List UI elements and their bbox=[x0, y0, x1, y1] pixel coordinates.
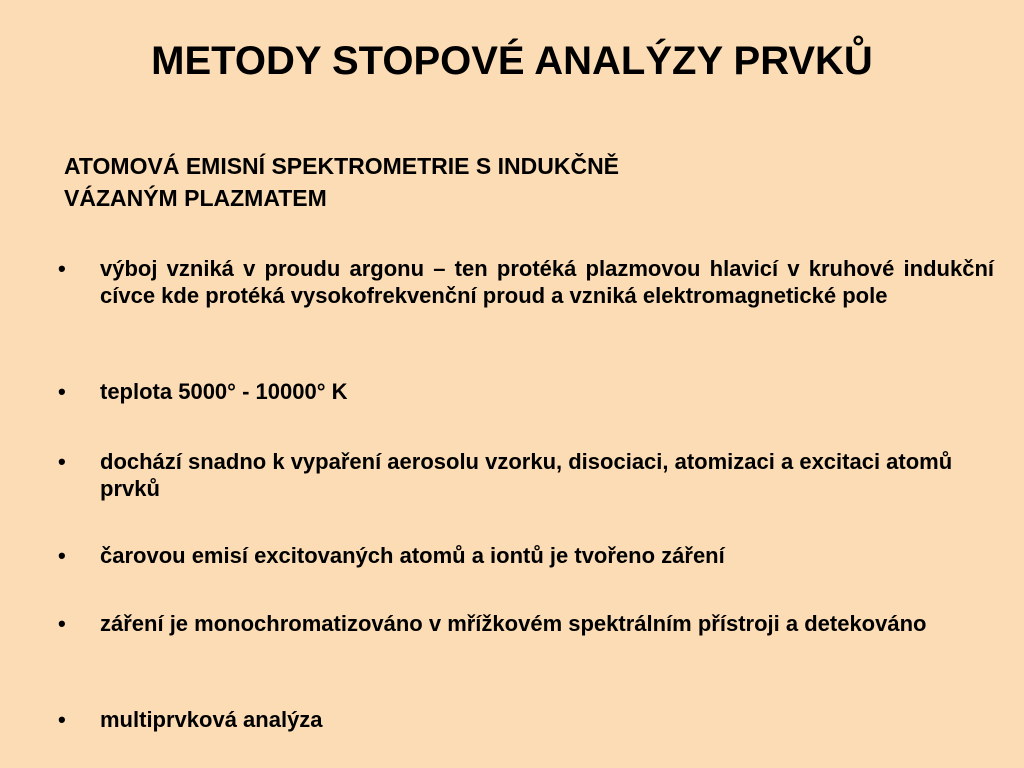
bullet-dot: • bbox=[58, 256, 66, 281]
bullet-item-multielement bbox=[58, 706, 994, 733]
bullet-text: teplota 5000° - 10000° K bbox=[100, 379, 348, 404]
bullet-item-temperature bbox=[58, 378, 994, 405]
bullet-dot: • bbox=[58, 543, 66, 568]
slide-title: METODY STOPOVÉ ANALÝZY PRVKŮ bbox=[151, 39, 873, 83]
bullet-text: dochází snadno k vypaření aerosolu vzorku, disociaci, atomizaci a excitaci atomů prvků bbox=[100, 449, 953, 501]
bullet-text: záření je monochromatizováno v mřížkovém spektrálním přístroji a detekováno bbox=[100, 611, 927, 636]
bullet-text: čarovou emisí excitovaných atomů a iontů je tvořeno záření bbox=[100, 543, 725, 568]
bullet-dot: • bbox=[58, 449, 66, 474]
bullet-item-plasma-discharge bbox=[58, 255, 994, 309]
bullet-dot: • bbox=[58, 379, 66, 404]
bullet-item-monochromator bbox=[58, 610, 994, 637]
slide-subtitle bbox=[64, 150, 944, 214]
bullet-item-atomization bbox=[58, 448, 994, 502]
subtitle-line-2: VÁZANÝM PLAZMATEM bbox=[64, 185, 327, 211]
bullet-dot: • bbox=[58, 707, 66, 732]
bullet-item-line-emission bbox=[58, 542, 994, 569]
bullet-text: multiprvková analýza bbox=[100, 707, 323, 732]
bullet-dot: • bbox=[58, 611, 66, 636]
bullet-text: výboj vzniká v proudu argonu – ten protéká plazmovou hlavicí v kruhové indukční cívce kde protéká vysokofrekvenční proud a vzniká elektromagnetické pole bbox=[100, 256, 994, 308]
subtitle-line-1: ATOMOVÁ EMISNÍ SPEKTROMETRIE S INDUKČNĚ bbox=[64, 153, 620, 179]
